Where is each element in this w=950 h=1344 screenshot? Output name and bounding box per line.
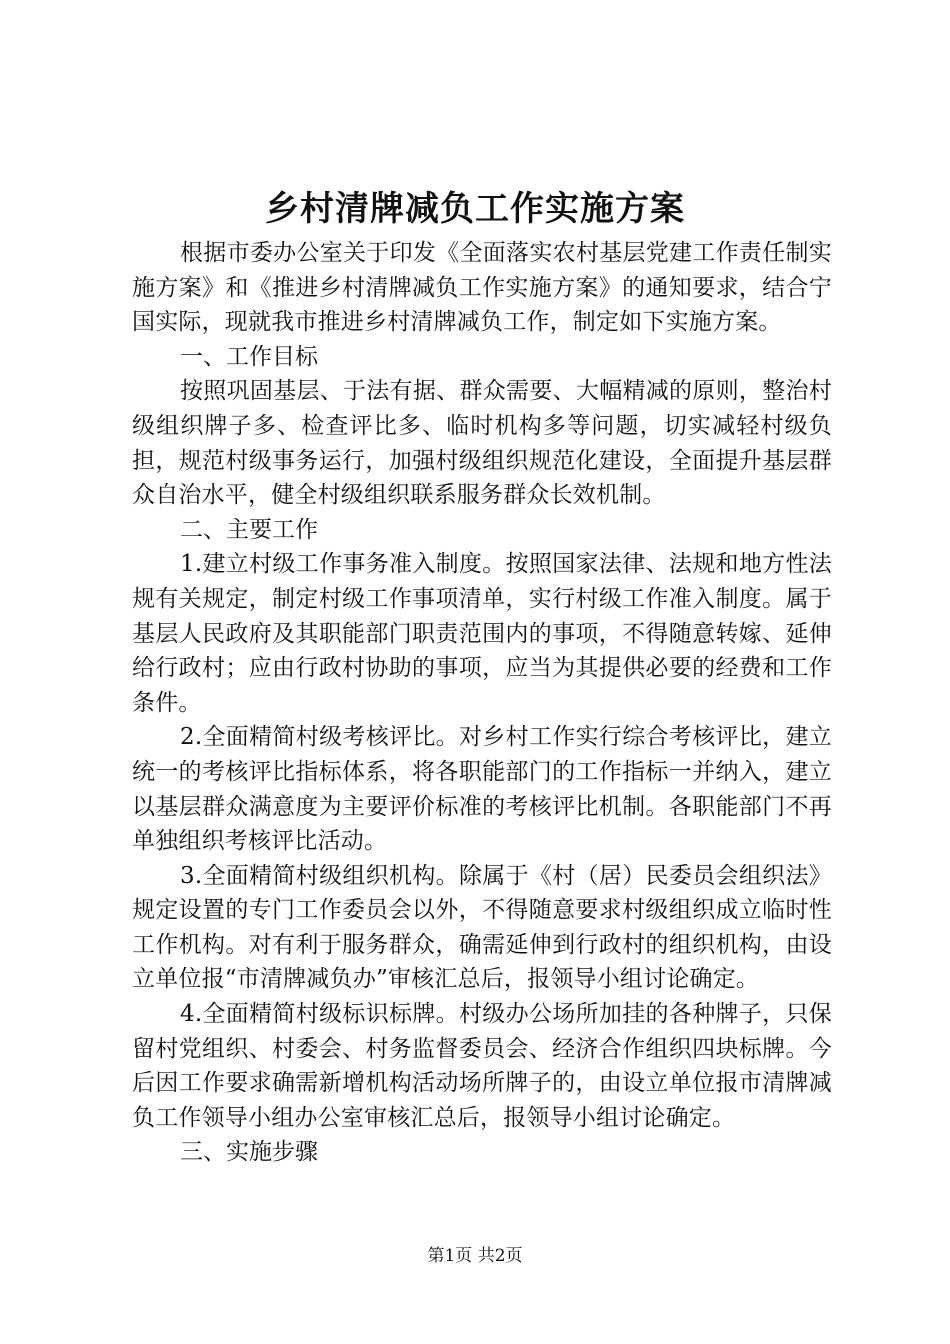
work-item-1-paragraph: 1.建立村级工作事务准入制度。按照国家法律、法规和地方性法规有关规定，制定村级工作事项清单，实行村级工作准入制度。属于基层人民政府及其职能部门职责范围内的事项，不得随意转嫁、延伸给行政村；应由行政村协助的事项，应当为其提供必要的经费和工作条件。 bbox=[132, 551, 832, 716]
document-body bbox=[132, 236, 832, 1170]
work-item-3-paragraph: 3.全面精简村级组织机构。除属于《村（居）民委员会组织法》规定设置的专门工作委员会以外，不得随意要求村级组织成立临时性工作机构。对有利于服务群众，确需延伸到行政村的组织机构，由设立单位报“市清牌减负办”审核汇总后，报领导小组讨论确定。 bbox=[132, 862, 832, 993]
goals-paragraph: 按照巩固基层、于法有据、群众需要、大幅精减的原则，整治村级组织牌子多、检查评比多、临时机构多等问题，切实减轻村级负担，规范村级事务运行，加强村级组织规范化建设，全面提升基层群众自治水平，健全村级组织联系服务群众长效机制。 bbox=[132, 378, 832, 509]
work-item-2-paragraph: 2.全面精简村级考核评比。对乡村工作实行综合考核评比，建立统一的考核评比指标体系，将各职能部门的工作指标一并纳入，建立以基层群众满意度为主要评价标准的考核评比机制。各职能部门不再单独组织考核评比活动。 bbox=[132, 724, 832, 855]
document-title: 乡村清牌减负工作实施方案 bbox=[265, 189, 685, 229]
section-heading-goals: 一、工作目标 bbox=[180, 343, 318, 370]
section-heading-steps: 三、实施步骤 bbox=[180, 1139, 318, 1166]
page-footer: 第1页 共2页 bbox=[427, 1246, 523, 1266]
work-item-4-paragraph: 4.全面精简村级标识标牌。村级办公场所加挂的各种牌子，只保留村党组织、村委会、村务监督委员会、经济合作组织四块标牌。今后因工作要求确需新增机构活动场所牌子的，由设立单位报市清牌减负工作领导小组办公室审核汇总后，报领导小组讨论确定。 bbox=[132, 1001, 832, 1131]
section-heading-main-work: 二、主要工作 bbox=[180, 516, 318, 543]
intro-paragraph: 根据市委办公室关于印发《全面落实农村基层党建工作责任制实施方案》和《推进乡村清牌减负工作实施方案》的通知要求，结合宁国实际，现就我市推进乡村清牌减负工作，制定如下实施方案。 bbox=[132, 240, 832, 336]
